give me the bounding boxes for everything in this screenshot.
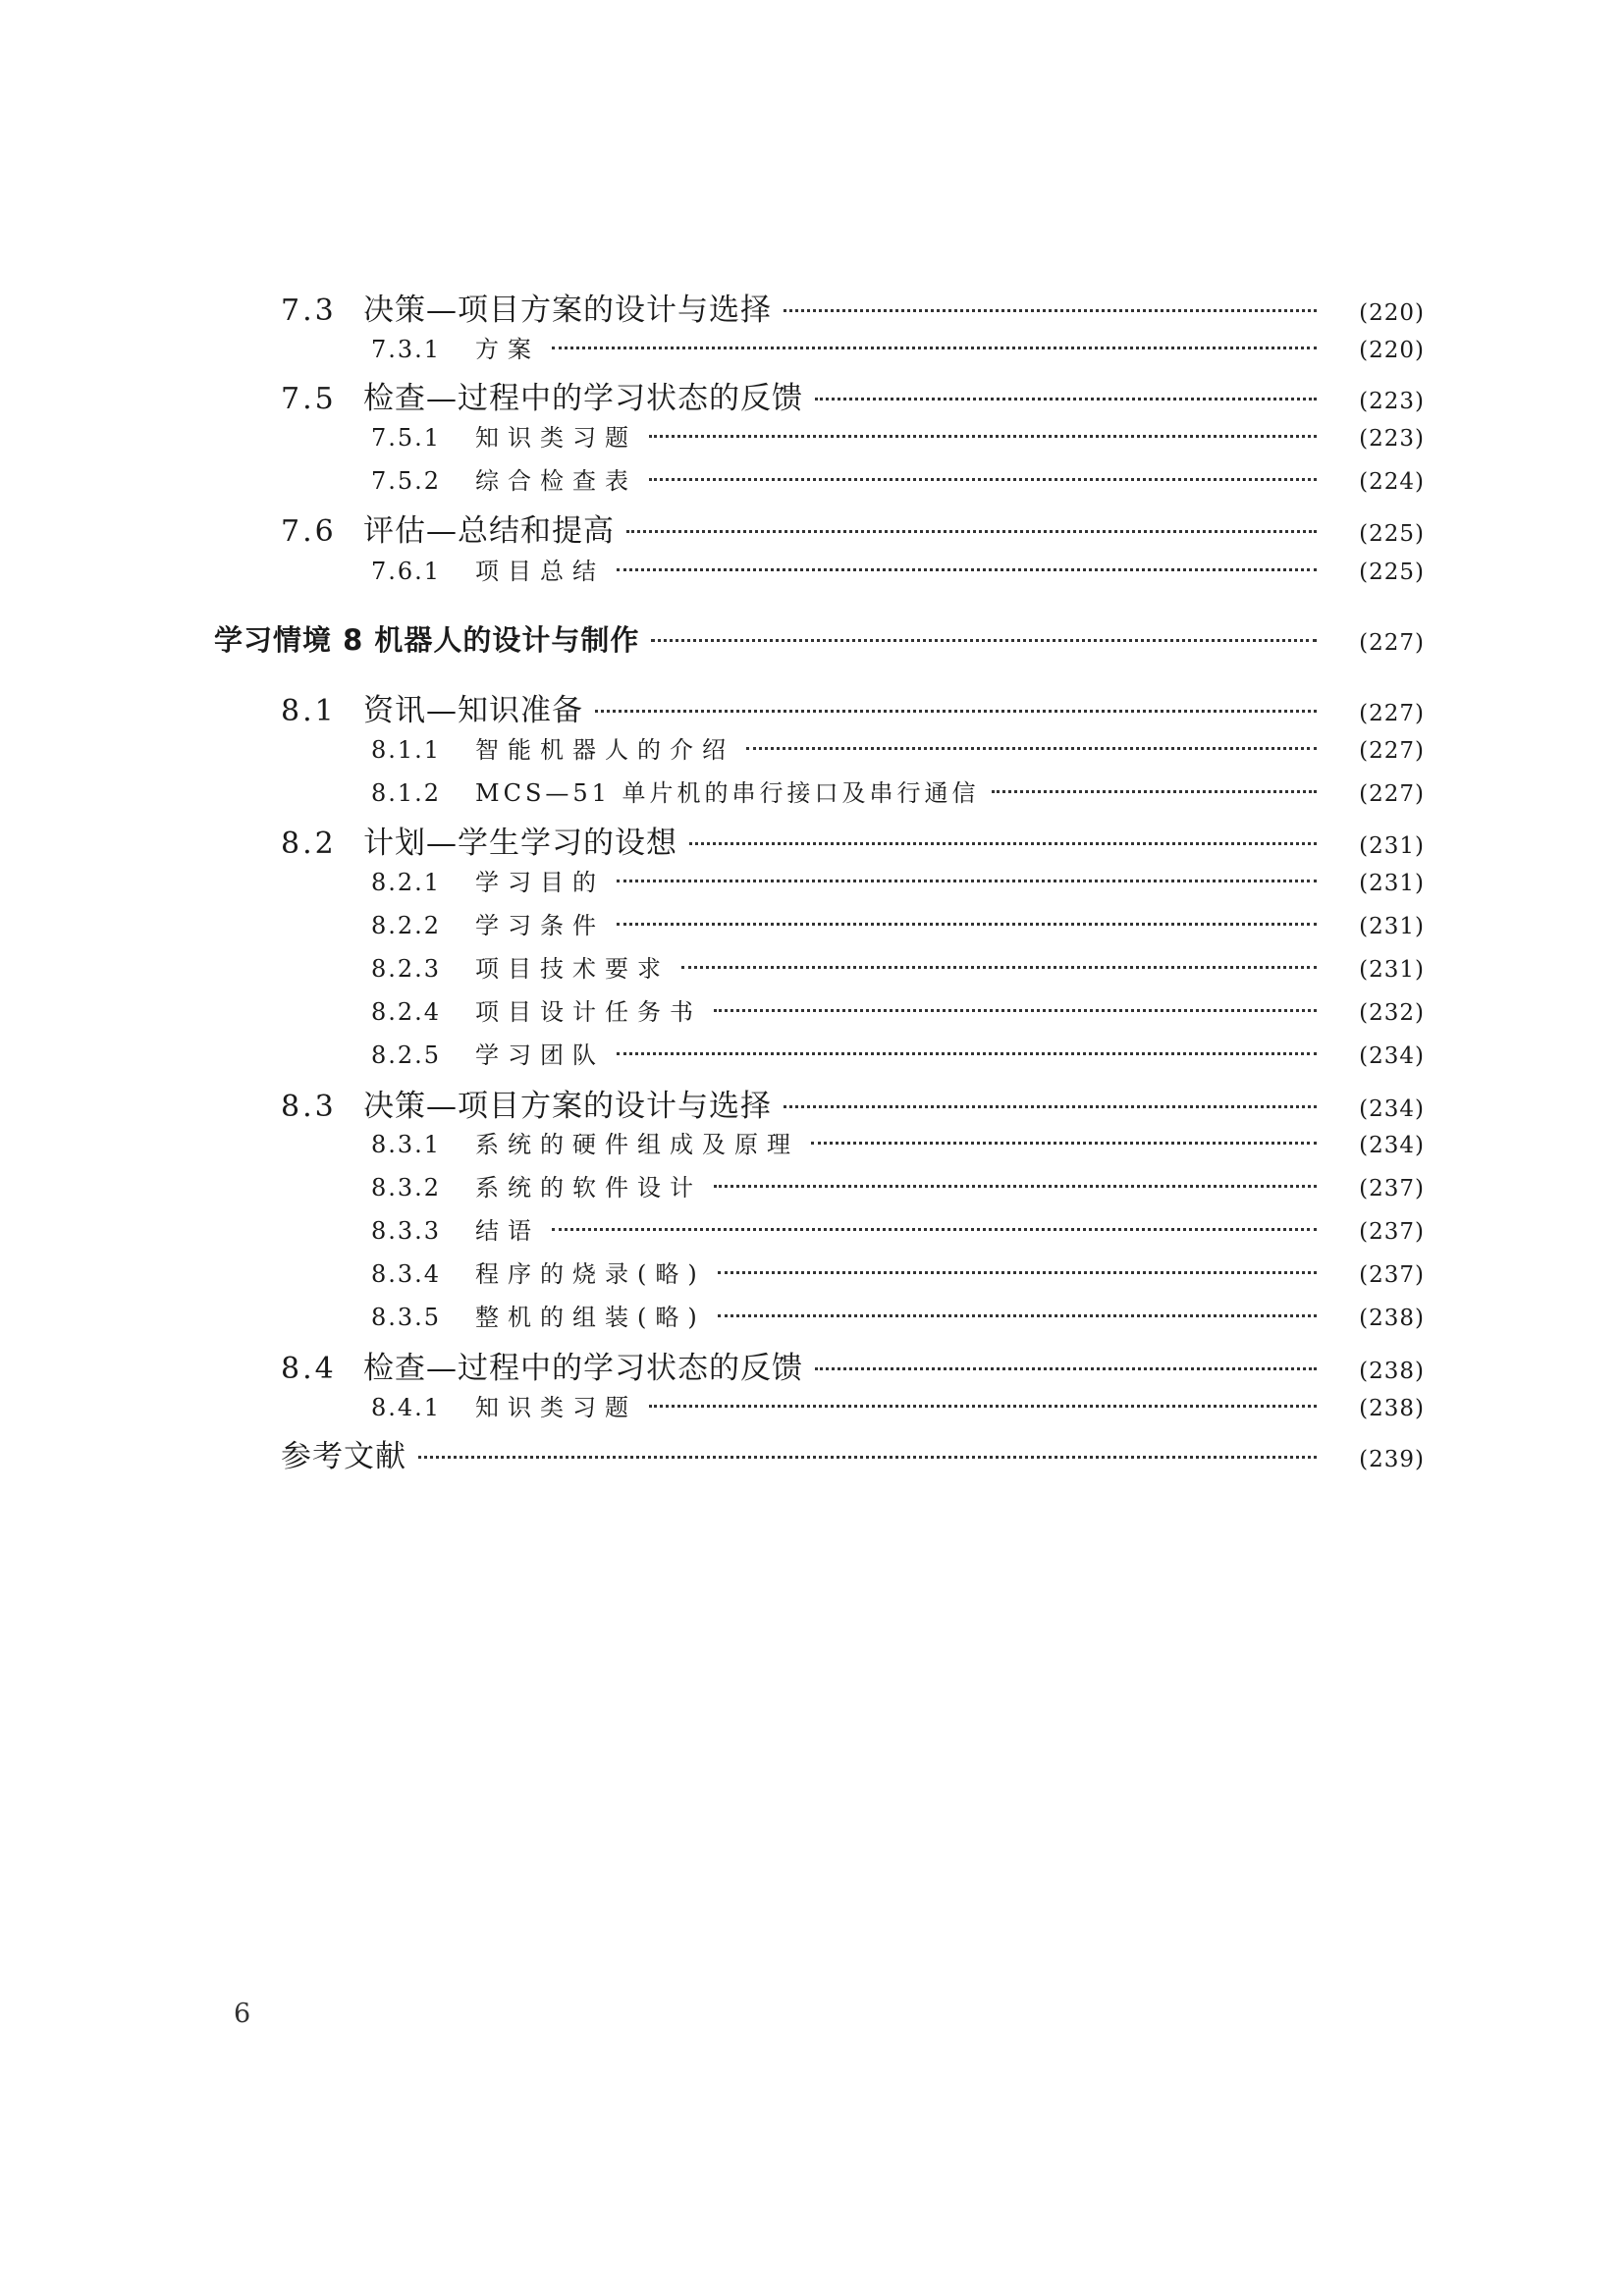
toc-entry-subsection[interactable] — [0, 1036, 1623, 1079]
toc-entry-number: 8.2.4 — [371, 998, 442, 1026]
toc-entry-page: (220) — [1359, 300, 1425, 326]
dot-leader — [681, 966, 1317, 969]
toc-entry-number: 8.3 — [281, 1090, 337, 1124]
toc-entry-number: 7.3.1 — [371, 336, 442, 363]
dot-leader — [552, 1228, 1317, 1231]
toc-entry-title: 系统的硬件组成及原理 — [475, 1131, 799, 1158]
toc-entry-title: 学习目的 — [475, 869, 605, 896]
toc-entry-page: (231) — [1359, 914, 1425, 939]
toc-entry-section[interactable] — [0, 1081, 1623, 1126]
toc-entry-title: 系统的软件设计 — [475, 1174, 702, 1201]
page-number: 6 — [234, 1999, 251, 2029]
toc-entry-number: 8.2.3 — [371, 955, 442, 983]
toc-entry-title: 整机的组装(略) — [475, 1304, 706, 1331]
toc-entry-page: (227) — [1359, 701, 1425, 726]
toc-entry-number: 7.5.1 — [371, 424, 442, 452]
toc-entry-number: 8.3.3 — [371, 1217, 442, 1245]
dot-leader — [617, 568, 1317, 571]
toc-entry-subsection[interactable] — [0, 1211, 1623, 1255]
toc-entry-title: 评估—总结和提高 — [363, 513, 615, 549]
toc-entry-title: 项目总结 — [475, 558, 605, 585]
toc-entry-number: 8.4 — [281, 1352, 337, 1386]
toc-entry-subsection[interactable] — [0, 1298, 1623, 1341]
dot-leader — [649, 478, 1317, 481]
toc-entry-number: 7.6.1 — [371, 558, 442, 585]
toc-entry-page: (223) — [1359, 426, 1425, 452]
toc-entry-title: 参考文献 — [281, 1439, 406, 1474]
toc-entry-page: (225) — [1359, 560, 1425, 585]
toc-entry-section[interactable] — [0, 818, 1623, 863]
toc-entry-page: (232) — [1359, 1000, 1425, 1026]
toc-entry-page: (223) — [1359, 389, 1425, 414]
toc-entry-page: (231) — [1359, 957, 1425, 983]
toc-chapter-title: 学习情境 8 机器人的设计与制作 — [214, 623, 640, 657]
toc-entry-number: 7.3 — [281, 294, 337, 328]
toc-entry-title: 项目设计任务书 — [475, 998, 702, 1026]
toc-entry-number: 8.4.1 — [371, 1394, 442, 1421]
dot-leader — [626, 530, 1317, 533]
dot-leader — [718, 1271, 1317, 1274]
toc-entry-subsection[interactable] — [0, 1125, 1623, 1168]
toc-entry-title: 知识类习题 — [475, 424, 637, 452]
dot-leader — [815, 1367, 1317, 1370]
toc-entry-page: (225) — [1359, 521, 1425, 547]
toc-entry-number: 7.5 — [281, 382, 337, 416]
toc-entry-subsection[interactable] — [0, 1388, 1623, 1431]
toc-entry-chapter[interactable] — [0, 618, 1623, 664]
toc-entry-section[interactable] — [0, 1343, 1623, 1388]
toc-entry-title: 学习团队 — [475, 1041, 605, 1069]
toc-entry-page: (239) — [1359, 1447, 1425, 1472]
dot-leader — [617, 880, 1317, 882]
toc-entry-number: 7.6 — [281, 514, 337, 549]
toc-entry-number: 8.3.5 — [371, 1304, 442, 1331]
toc-entry-page: (238) — [1359, 1306, 1425, 1331]
toc-entry-section[interactable] — [0, 506, 1623, 551]
toc-entry-subsection[interactable] — [0, 552, 1623, 595]
toc-entry-number: 8.3.1 — [371, 1131, 442, 1158]
toc-entry-title: 程序的烧录(略) — [475, 1260, 706, 1288]
dot-leader — [811, 1142, 1317, 1145]
toc-entry-page: (227) — [1359, 630, 1425, 656]
toc-entry-title: MCS—51 单片机的串行接口及串行通信 — [475, 779, 980, 807]
toc-entry-subsection[interactable] — [0, 906, 1623, 949]
dot-leader — [617, 923, 1317, 926]
toc-entry-page: (220) — [1359, 338, 1425, 363]
dot-leader — [784, 309, 1317, 312]
dot-leader — [552, 347, 1317, 349]
toc-entry-page: (231) — [1359, 833, 1425, 859]
toc-entry-subsection[interactable] — [0, 461, 1623, 505]
dot-leader — [418, 1456, 1317, 1459]
toc-entry-section[interactable] — [0, 373, 1623, 418]
toc-entry-page: (238) — [1359, 1359, 1425, 1384]
toc-entry-number: 8.3.4 — [371, 1260, 442, 1288]
toc-entry-title: 项目技术要求 — [475, 955, 670, 983]
toc-entry-subsection[interactable] — [0, 1168, 1623, 1211]
toc-entry-number: 7.5.2 — [371, 467, 442, 495]
toc-entry-section[interactable] — [0, 685, 1623, 730]
toc-entry-number: 8.1.2 — [371, 779, 442, 807]
toc-entry-page: (227) — [1359, 781, 1425, 807]
dot-leader — [649, 435, 1317, 438]
toc-entry-title: 资讯—知识准备 — [363, 693, 583, 728]
toc-entry-title: 方案 — [475, 336, 540, 363]
toc-entry-title: 检查—过程中的学习状态的反馈 — [363, 1351, 803, 1386]
toc-entry-subsection[interactable] — [0, 730, 1623, 774]
toc-entry-page: (227) — [1359, 738, 1425, 764]
dot-leader — [784, 1105, 1317, 1108]
dot-leader — [649, 1405, 1317, 1408]
dot-leader — [689, 842, 1317, 845]
toc-entry-number: 8.2.1 — [371, 869, 442, 896]
toc-entry-subsection[interactable] — [0, 418, 1623, 461]
dot-leader — [595, 710, 1317, 713]
dot-leader — [815, 398, 1317, 400]
toc-entry-subsection[interactable] — [0, 992, 1623, 1036]
dot-leader — [718, 1314, 1317, 1317]
toc-entry-title: 结语 — [475, 1217, 540, 1245]
toc-entry-page: (237) — [1359, 1176, 1425, 1201]
toc-entry-subsection[interactable] — [0, 949, 1623, 992]
toc-entry-title: 计划—学生学习的设想 — [363, 826, 677, 861]
toc-entry-page: (237) — [1359, 1219, 1425, 1245]
toc-entry-page: (234) — [1359, 1096, 1425, 1122]
toc-entry-number: 8.1.1 — [371, 736, 442, 764]
toc-entry-page: (234) — [1359, 1133, 1425, 1158]
toc-entry-title: 知识类习题 — [475, 1394, 637, 1421]
toc-entry-number: 8.2 — [281, 827, 337, 861]
dot-leader — [651, 639, 1317, 642]
toc-entry-page: (234) — [1359, 1043, 1425, 1069]
toc-entry-title: 智能机器人的介绍 — [475, 736, 734, 764]
toc-entry-subsection[interactable] — [0, 330, 1623, 373]
toc-entry-number: 8.2.5 — [371, 1041, 442, 1069]
toc-entry-page: (238) — [1359, 1396, 1425, 1421]
toc-entry-page: (231) — [1359, 871, 1425, 896]
toc-entry-title: 检查—过程中的学习状态的反馈 — [363, 381, 803, 416]
dot-leader — [617, 1052, 1317, 1055]
toc-entry-section[interactable] — [0, 285, 1623, 330]
dot-leader — [714, 1185, 1317, 1188]
toc-entry-number: 8.2.2 — [371, 912, 442, 939]
toc-entry-number: 8.3.2 — [371, 1174, 442, 1201]
toc-entry-page: (237) — [1359, 1262, 1425, 1288]
dot-leader — [992, 790, 1317, 793]
toc-entry-number: 8.1 — [281, 694, 337, 728]
toc-entry-title: 决策—项目方案的设计与选择 — [363, 293, 772, 328]
toc-entry-title: 学习条件 — [475, 912, 605, 939]
toc-entry-subsection[interactable] — [0, 774, 1623, 817]
toc-entry-title: 综合检查表 — [475, 467, 637, 495]
dot-leader — [714, 1009, 1317, 1012]
toc-entry-subsection[interactable] — [0, 863, 1623, 906]
toc-entry-title: 决策—项目方案的设计与选择 — [363, 1089, 772, 1124]
toc-entry-references[interactable] — [0, 1431, 1623, 1476]
toc-entry-subsection[interactable] — [0, 1255, 1623, 1298]
dot-leader — [746, 747, 1317, 750]
toc-entry-page: (224) — [1359, 469, 1425, 495]
